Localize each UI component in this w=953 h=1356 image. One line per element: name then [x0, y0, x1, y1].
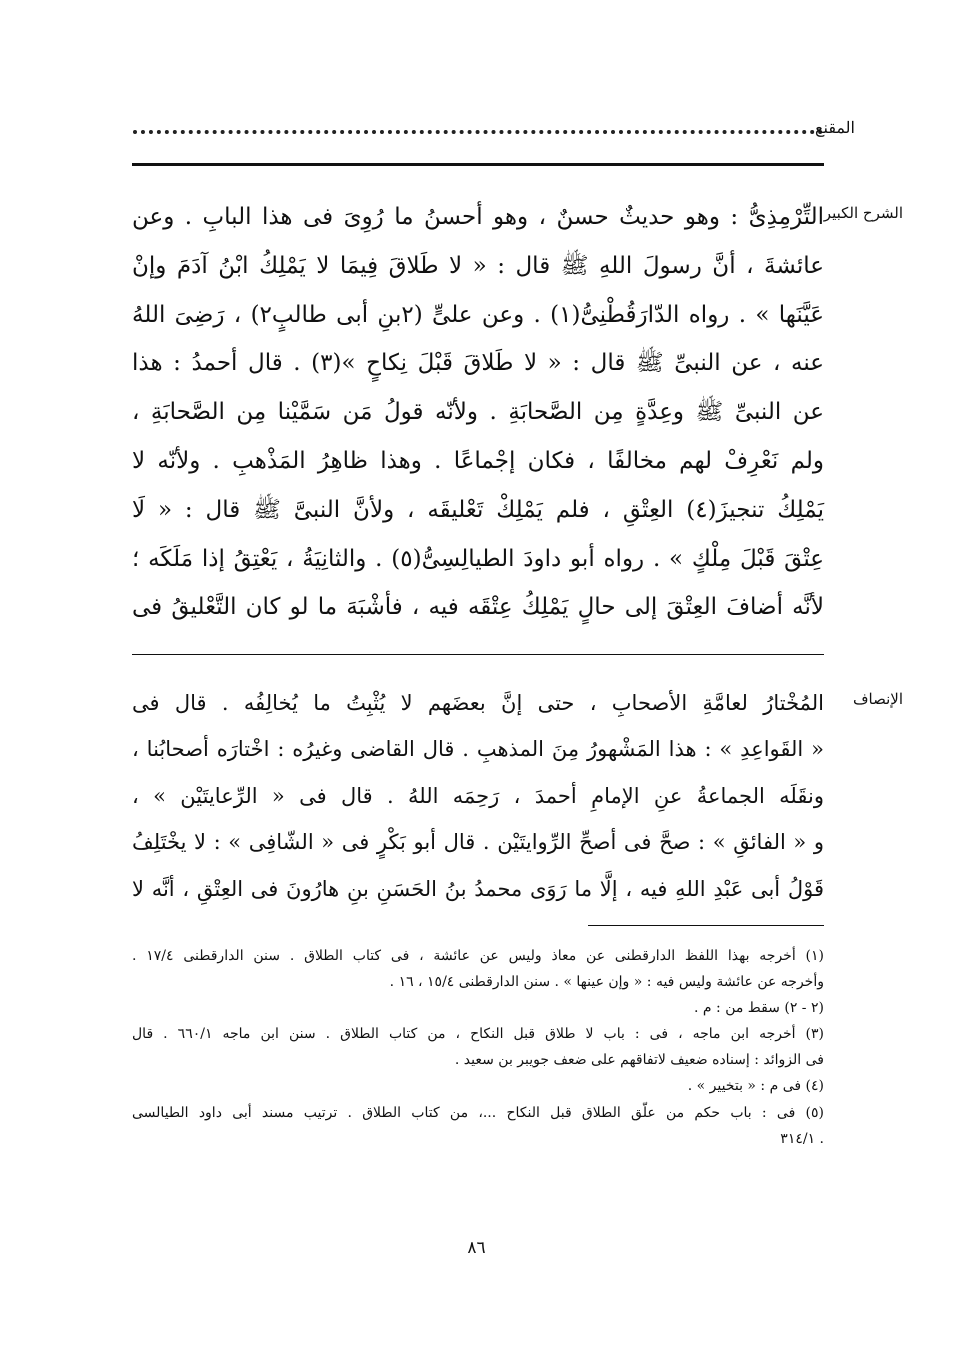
footnotes [132, 943, 824, 1152]
sharh-text-block [132, 193, 824, 632]
main-line: عَيَّنَها » . رواه الدّارَقُطْنِىُّ(١) . وعن علىٍّ (٢بنِ أبى طالبٍ٢) ، رَضِىَ اللهُ [132, 301, 825, 328]
insaf-line: « القَواعِدِ » : هذا المَشْهورُ مِنَ المذهبِ . قال القاضى وغيرُه : اخْتارَه أصحابُنا ، [132, 737, 824, 762]
footnote-line: وأخرجه عن عائشة وليس فيه : « وإن عينها » . سنن الدارقطنى ١٥/٤ ، ١٦ . [389, 974, 824, 991]
footnote-line: (٣) أخرجه ابن ماجه ، فى : باب لا طلاق قبل النكاح ، من كتاب الطلاق . سنن ابن ماجه ٦٦٠/١ . قال [132, 1026, 825, 1043]
section-divider [132, 654, 824, 655]
insaf-line: قَوْلُ أبى عَبْدِ اللهِ فيه ، إلَّا ما رَوَى محمدُ بنُ الحَسَنِ بنِ هارُونَ فى العِتْقِ ، أنَّه لا [132, 876, 824, 901]
footnote-line: (٤) فى م : « بتخيير » . [687, 1078, 824, 1095]
main-line: يَمْلِكُ تنجيزَ(٤) العِتْقِ ، فلم يَمْلِكْ تَعْليقَه ، ولأنَّ النبىَّ ﷺ قال : « لَا [132, 496, 824, 523]
running-header-title: المقنع [814, 118, 855, 137]
main-line: التِّرْمِذِىُّ : وهو حديثٌ حسنٌ ، وهو أحسنُ ما رُوِىَ فى هذا البابِ . وعن [132, 204, 824, 230]
insaf-line: و « الفائقِ » : صحَّ فى أصحِّ الرِّوايتَيْن . قال أبو بَكْرٍ فى « الشّافِى » : لا يخْتَلِفُ [132, 830, 824, 855]
main-line: ولم نَعْرِفْ لهم مخالفًا ، فكان إجْماعًا . وهذا ظاهِرُ المَذْهبِ . ولأنّه لا [132, 447, 824, 474]
header-dotted-leader [133, 108, 823, 134]
page-number: ٨٦ [467, 1238, 486, 1258]
footnote-line: فى الزوائد : إسناده ضعيف لاتفاقهم على ضعف جويبر بن سعيد . [454, 1052, 824, 1069]
main-line: عن النبىِّ ﷺ وعِدَّةٍ مِن الصَّحابَةِ . ولأنّه قولُ مَن سَمَّيْنا مِن الصَّحابَةِ ، [132, 399, 824, 426]
insaf-line: المُخْتارُ لعامَّةِ الأصحابِ ، حتى إنَّ بعضَهم لا يُثْبِتُ ما يُخالِفُه . قال فى [132, 691, 824, 715]
header-rule [132, 163, 824, 166]
footnote-line: (١) أخرجه بهذا اللفظ الدارقطنى عن معاذ وليس عن عائشة ، فى كتاب الطلاق . سنن الدارقطنى ١٧/٤ . [132, 948, 824, 964]
section-label-insaf: الإنصاف [852, 690, 903, 708]
main-line: لأنَّه أضافَ العِتْقَ إلى حالٍ يَمْلِكُ عِتْقَه فيه ، فأشْبَهَ ما لو كان التَّعْليقُ فى [132, 594, 824, 621]
footnote-line: . ٣١٤/١ [780, 1130, 824, 1147]
footnote-line: (٢ - ٢) سقط من : م . [694, 1000, 824, 1017]
main-line: عنه ، عن النبىِّ ﷺ قال : « لا طَلاقَ قَبْلَ نِكاحٍ »(٣) . قال أحمدُ : هذا [132, 350, 825, 377]
main-line: عائشةَ ، أنَّ رسولَ اللهِ ﷺ قال : « لا طَلاقَ فِيمَا لا يَمْلِكُ ابْنُ آدَمَ وإنْ [132, 252, 824, 279]
insaf-line: ونقَلَه الجماعةُ عنِ الإمامِ أحمدَ ، رَحِمَه اللهُ . قال فى « الرِّعايتَيْن » ، [132, 783, 824, 808]
main-line: عِتْقَ قَبْلَ مِلْكٍ » . رواه أبو داودَ الطيالِسِىُّ(٥) . والثانِيَةُ ، يَعْتِقُ إذا مَلَكَه ؛ [132, 545, 824, 572]
footnote-rule [588, 925, 824, 926]
section-label-sharh: الشرح الكبير [823, 204, 903, 222]
insaf-text-block [132, 680, 824, 912]
footnote-line: (٥) فى : باب حكم من علّق الطلاق قبل النكاح ...، من كتاب الطلاق . ترتيب مسند أبى داود الطيالسى [132, 1104, 824, 1121]
